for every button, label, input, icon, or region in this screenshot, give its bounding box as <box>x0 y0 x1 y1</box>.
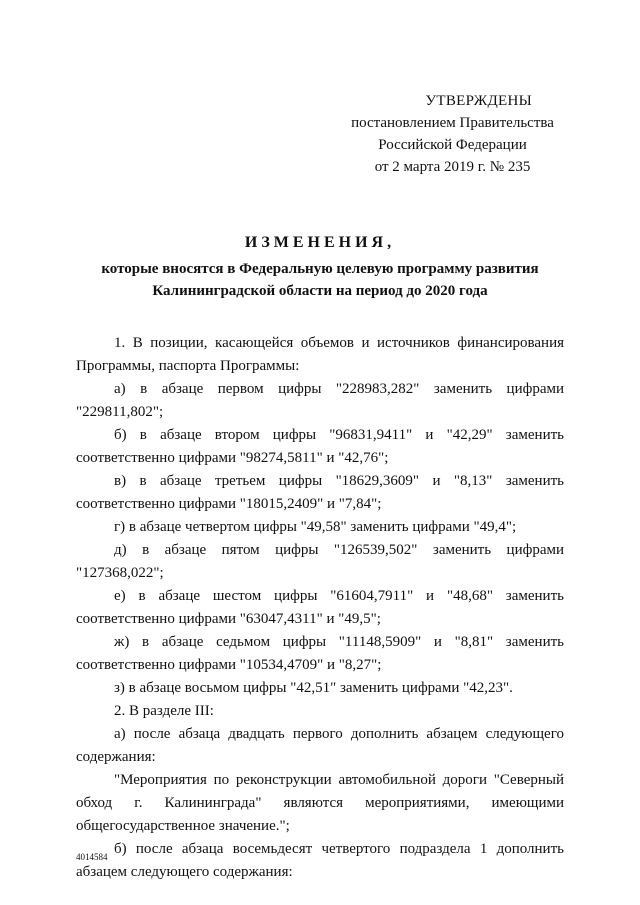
paragraph-line: соответственно цифрами "18015,2409" и "7,84"; <box>76 496 382 512</box>
paragraph <box>76 838 564 884</box>
paragraph-line: б) после абзаца восемьдесят четвертого подраздела 1 дополнить <box>114 841 564 857</box>
subtitle-line-1: которые вносятся в Федеральную целевую программу развития <box>101 261 539 277</box>
paragraph <box>76 769 564 838</box>
paragraph-line: е) в абзаце шестом цифры "61604,7911" и "48,68" заменить <box>114 588 564 604</box>
paragraph <box>76 516 564 539</box>
paragraph <box>76 723 564 769</box>
paragraph-line: "Мероприятия по реконструкции автомобильной дороги "Северный <box>114 772 564 788</box>
approved-line-3: Российской Федерации <box>378 137 527 153</box>
document-title: ИЗМЕНЕНИЯ, <box>244 234 396 251</box>
approval-block <box>345 90 560 178</box>
paragraph-line: соответственно цифрами "98274,5811" и "42,76"; <box>76 450 389 466</box>
paragraph <box>76 332 564 378</box>
paragraph-line: общегосударственное значение."; <box>76 818 290 834</box>
paragraph-line: "229811,802"; <box>76 404 164 420</box>
paragraph-line: в) в абзаце третьем цифры "18629,3609" и "8,13" заменить <box>114 473 564 489</box>
paragraph-line: з) в абзаце восьмом цифры "42,51" заменить цифрами "42,23". <box>114 680 513 696</box>
paragraph-line: обход г. Калининграда" являются мероприятиями, имеющими <box>76 795 564 811</box>
document-subtitle <box>60 258 580 302</box>
paragraph-line: г) в абзаце четвертом цифры "49,58" заменить цифрами "49,4"; <box>114 519 517 535</box>
document-number: 4014584 <box>76 852 108 862</box>
paragraph-line: 2. В разделе III: <box>114 703 214 719</box>
paragraph <box>76 539 564 585</box>
paragraph-line: б) в абзаце втором цифры "96831,9411" и "42,29" заменить <box>114 427 564 443</box>
paragraph <box>76 631 564 677</box>
paragraph-line: д) в абзаце пятом цифры "126539,502" заменить цифрами <box>114 542 564 558</box>
paragraph <box>76 677 564 700</box>
paragraph <box>76 378 564 424</box>
paragraph-line: "127368,022"; <box>76 565 164 581</box>
paragraph-line: а) в абзаце первом цифры "228983,282" заменить цифрами <box>114 381 564 397</box>
paragraph <box>76 470 564 516</box>
subtitle-line-2: Калининградской области на период до 2020 года <box>152 283 488 299</box>
paragraph-line: ж) в абзаце седьмом цифры "11148,5909" и "8,81" заменить <box>114 634 564 650</box>
approved-line-4: от 2 марта 2019 г. № 235 <box>374 159 531 175</box>
paragraph-line: 1. В позиции, касающейся объемов и источников финансирования <box>114 335 564 351</box>
paragraph-line: содержания: <box>76 749 156 765</box>
paragraph-line: а) после абзаца двадцать первого дополнить абзацем следующего <box>114 726 564 742</box>
paragraph <box>76 700 564 723</box>
paragraph-line: соответственно цифрами "63047,4311" и "49,5"; <box>76 611 381 627</box>
paragraph-line: соответственно цифрами "10534,4709" и "8,27"; <box>76 657 382 673</box>
paragraph-line: абзацем следующего содержания: <box>76 864 293 880</box>
paragraph <box>76 585 564 631</box>
paragraph <box>76 424 564 470</box>
paragraph-line: Программы, паспорта Программы: <box>76 358 300 374</box>
approved-heading: УТВЕРЖДЕНЫ <box>425 93 532 109</box>
document-body <box>76 332 564 884</box>
approved-line-2: постановлением Правительства <box>351 115 554 131</box>
